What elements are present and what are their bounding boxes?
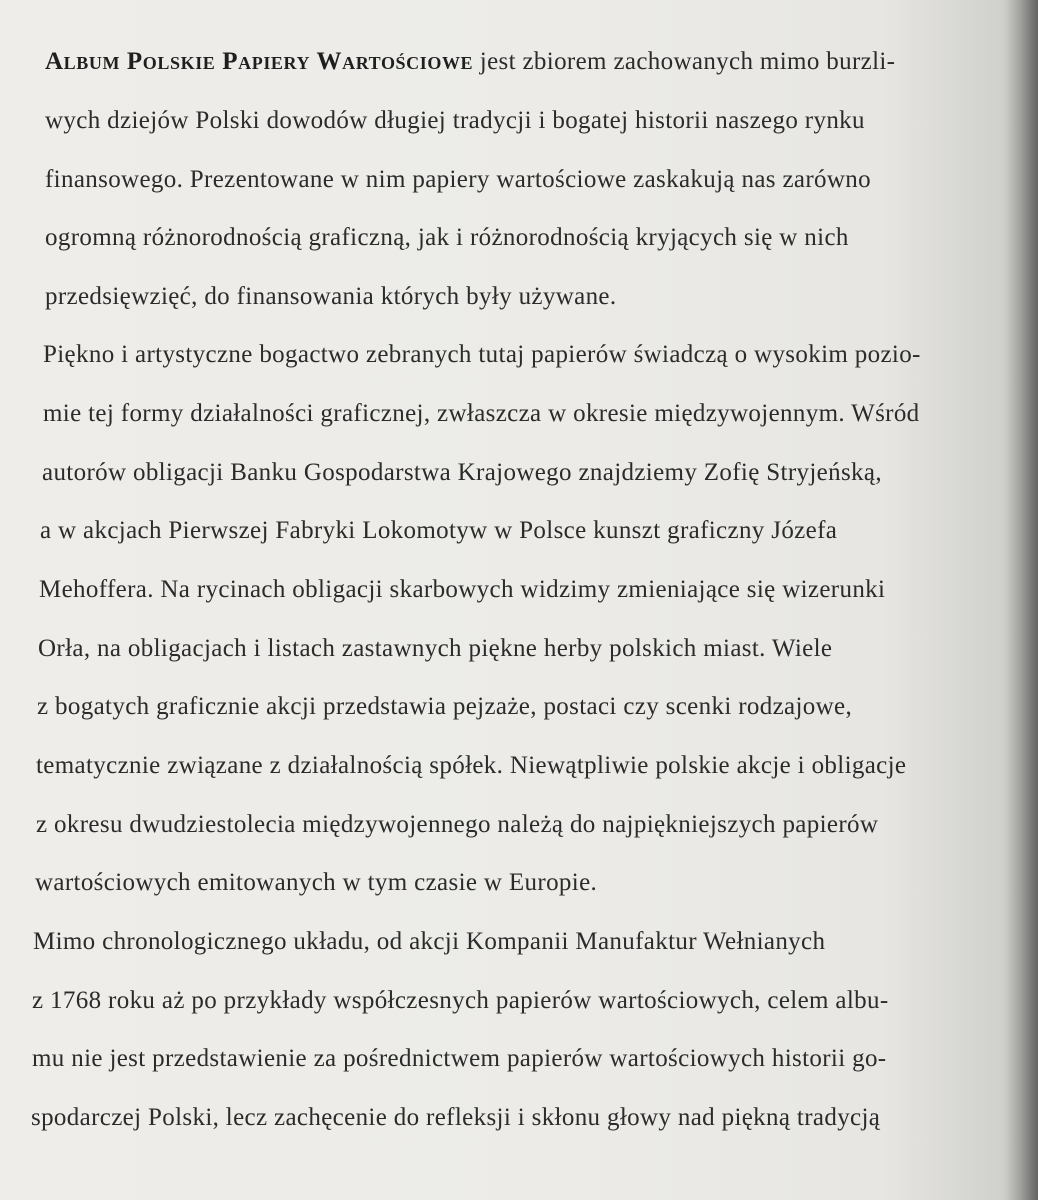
text-line: z okresu dwudziestolecia międzywojennego należą do najpiękniejszych papierów — [36, 811, 879, 838]
text-line: mie tej formy działalności graficznej, zwłaszcza w okresie międzywojennym. Wśród — [43, 400, 920, 427]
text-line: autorów obligacji Banku Gospodarstwa Krajowego znajdziemy Zofię Stryjeńską, — [42, 459, 882, 486]
text-line: mu nie jest przedstawienie za pośrednictwem papierów wartościowych historii go- — [32, 1045, 887, 1072]
text-line: Mehoffera. Na rycinach obligacji skarbowych widzimy zmieniające się wizerunki — [39, 576, 886, 603]
text-line: z bogatych graficznie akcji przedstawia pejzaże, postaci czy scenki rodzajowe, — [37, 693, 853, 720]
text-line: przedsięwzięć, do finansowania których były używane. — [45, 283, 617, 310]
text-line: Orła, na obligacjach i listach zastawnych piękne herby polskich miast. Wiele — [38, 635, 833, 662]
text-line: z 1768 roku aż po przykłady współczesnych papierów wartościowych, celem albu- — [32, 987, 889, 1014]
text-line-run: jest zbiorem zachowanych mimo burzli- — [473, 48, 896, 75]
text-line: tematycznie związane z działalnością spółek. Niewątpliwie polskie akcje i obligacje — [36, 752, 907, 779]
text-line: finansowego. Prezentowane w nim papiery wartościowe zaskakują nas zarówno — [45, 166, 871, 193]
text-line: wartościowych emitowanych w tym czasie w Europie. — [35, 869, 598, 896]
text-line: ogromną różnorodnością graficzną, jak i różnorodnością kryjących się w nich — [45, 224, 849, 251]
text-line — [45, 47, 895, 77]
text-line: Mimo chronologicznego układu, od akcji Kompanii Manufaktur Wełnianych — [33, 928, 826, 955]
text-line: a w akcjach Pierwszej Fabryki Lokomotyw w Polsce kunszt graficzny Józefa — [40, 517, 838, 544]
text-line: spodarczej Polski, lecz zachęcenie do refleksji i skłonu głowy nad piękną tradycją — [31, 1104, 881, 1131]
text-line: Piękno i artystyczne bogactwo zebranych tutaj papierów świadczą o wysokim pozio- — [43, 341, 921, 368]
text-line: wych dziejów Polski dowodów długiej tradycji i bogatej historii naszego rynku — [45, 107, 865, 134]
album-title: Album Polskie Papiery Wartościowe — [45, 48, 474, 75]
